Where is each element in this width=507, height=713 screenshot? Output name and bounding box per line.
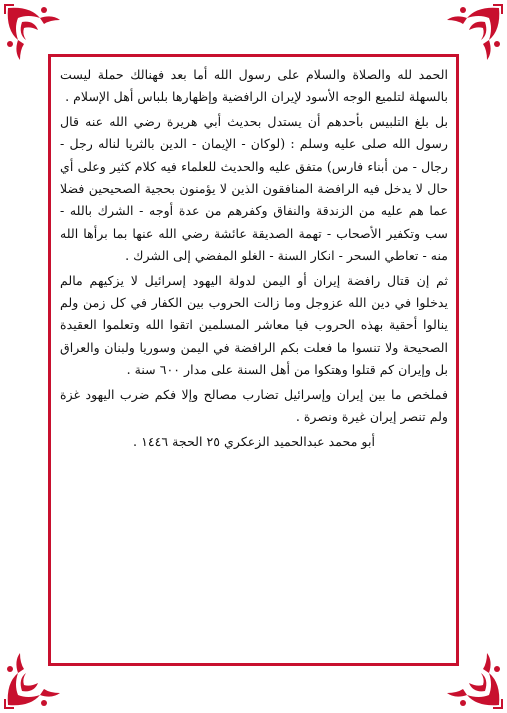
- article-body: [60, 64, 448, 664]
- paragraph-war: ثم إن قتال رافضة إيران أو اليمن لدولة اليهود إسرائيل لا يزكيهم مالم يدخلوا في دين الله عزوجل وما زالت الحروب بين الكفار في كل زمن ولم ينالوا أحقية بهذه الحروب فيا معاشر المسلمين اتقوا الله وتعلموا العقيدة الصحيحة ولا تنسوا ما فعلت بكم الرافضة في اليمن وسوريا ولبنان والعراق بل وإيران كم قتلوا وهتكوا من أهل السنة على مدار ٦٠٠ سنة .: [60, 272, 448, 378]
- paragraph-intro: الحمد لله والصلاة والسلام على رسول الله أما بعد فهنالك حملة ليست بالسهلة لتلميع الوجه الأسود لإيران الرافضية وإظهارها بلباس أهل الإسلام .: [60, 67, 448, 105]
- corner-ornament-icon: [437, 0, 507, 70]
- paragraph-summary: فملخص ما بين إيران وإسرائيل تضارب مصالح وإلا فكم ضرب اليهود غزة ولم تنصر إيران غيرة ونصرة .: [60, 386, 448, 425]
- paragraph-hadith: بل بلغ التلبيس بأحدهم أن يستدل بحديث أبي هريرة رضي الله عنه قال رسول الله صلى عليه وسلم : (لوكان - الإيمان - الدين بالثريا لناله رجل - رجال - من أبناء فارس) متفق عليه والحديث للعلماء فيه كلام كثير وعلى أي حال لا يدخل فيه الرافضة المنافقون الذين لا يؤمنون بحجية الصحيحين فضلا عما هم عليه من الزندقة والنفاق وكفرهم من عدة أوجه - الشرك بالله - سب وتكفير الأصحاب - تهمة الصديقة عائشة رضي الله عنها بما برأها الله منه - تعاطي السحر - انكار السنة - الغلو المفضي إلى الشرك .: [60, 113, 448, 264]
- signature-line: أبو محمد عبدالحميد الزعكري ٢٥ الحجة ١٤٤٦ .: [133, 433, 375, 449]
- corner-ornament-icon: [0, 0, 70, 70]
